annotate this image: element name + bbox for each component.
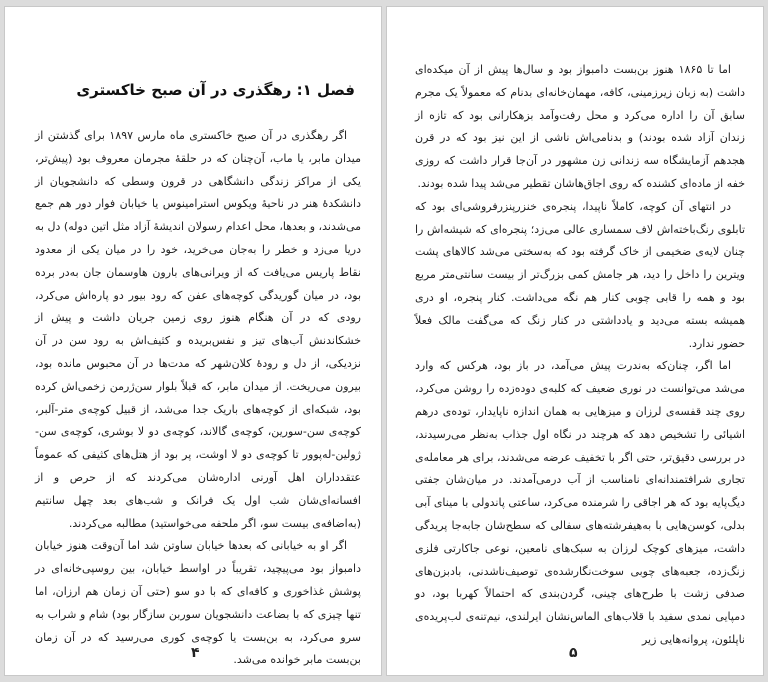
right-page-body (415, 59, 745, 652)
paragraph: اما تا ۱۸۶۵ هنوز بن‌بست دامبواز بود و سال‌ها پیش از آن میکده‌ای داشت (به زبان زیرزمینی، کافه، مهمان‌خانه‌ای بدنام که معمولاً یک مجرم سابق آن را اداره می‌کرد و محل رفت‌وآمد بزهکارانی بود که تازه از زندان آزاد شده بودند) و بدنامی‌اش ناشی از این نیز بود که در قرن هجدهم آزمایشگاه سه زندانی زن مشهور در آن‌جا قرار داشت که روزی خفه از ماده‌ای کشنده که روی اجاق‌هاشان تقطیر می‌شد پیدا شده بودند. (415, 63, 745, 190)
right-page (386, 6, 764, 676)
page-number: ۴ (191, 645, 200, 661)
left-page (4, 6, 382, 676)
chapter-title: فصل ۱: رهگذری در آن صبح خاکستری (76, 81, 355, 99)
paragraph: اگر رهگذری در آن صبح خاکستری ماه مارس ۱۸۹۷ برای گذشتن از میدان مابر، یا ماب، آن‌چنان که در حلقهٔ مجرمان معروف بود (پیش‌تر، یکی از مراکز زندگی دانشگاهی در قرون وسطی که دانشجویان از دانشکدهٔ هنر در ناحیهٔ ویکوس استرامینوس یا خیابان فوار دور هم جمع می‌شدند، و بعدها، محل اعدام رسولان اندیشهٔ آزاد مثل اتین دوله) دل به دریا می‌زد و خطر را به‌جان می‌خرید، خود را در میان یکی از معدود نقاط پاریس می‌یافت که از ویرانی‌های بارون هاوسمان جان به‌در برده بود، در میان گوریدگی کوچه‌های عفن که رود بیور دو پاره‌اش می‌کرد، رودی که در آن هنگام هنوز روی زمین جریان داشت و پیش از خشکاندنش آب‌های تیز و نفس‌بریده و کثیف‌اش به رود سن در آن نزدیکی، از دل و رودهٔ کلان‌شهر که مدت‌ها در آن محبوس مانده بود، بیرون می‌ریخت. از میدان مابر، که قبلاً بلوار سن‌ژرمن زخمی‌اش کرده بود، شبکه‌ای از کوچه‌های باریک جدا می‌شد، از قبیل کوچه‌ی متر-آلبر، کوچه‌ی سن-سورین، کوچه‌ی گالاند، کوچه‌ی دو لا بوشری، کوچه‌ی سن-ژولین-له‌پوور تا کوچه‌ی دو لا اوشت، پر بود از هتل‌های کثیفی که عموماً عتقدداران اهل آورنی اداره‌شان می‌کردند که از حرص و از افسانه‌ای‌شان شب اول یک فرانک و شب‌های بعد چهل سانتیم (به‌اضافه‌ی بیست سو، اگر ملحفه می‌خواستید) مطالبه می‌کردند. (35, 129, 361, 530)
left-page-body (35, 125, 361, 672)
paragraph: در انتهای آن کوچه، کاملاً ناپیدا، پنجره‌ی خنزرپنزرفروشی‌ای بود که تابلوی رنگ‌باخته‌اش لاف سمساری عالی می‌زد؛ پنجره‌ای که شیشه‌اش را چنان لایه‌ی ضخیمی از خاک گرفته بود که به‌سختی می‌شد کالاهای پشت ویترین را داخل را دید، هر جامش کمی بزرگ‌تر از بیست سانتی‌متر مربع بود و همه را قابی چوبی کنار هم نگه می‌داشت. کنار پنجره، او دری همیشه بسته می‌دید و یادداشتی در کنار زنگ که می‌گفت مالک فعلاً حضور ندارد. (415, 199, 745, 350)
paragraph: اگر او به خیابانی که بعدها خیابان ساوتن شد اما آن‌وقت هنوز خیابان دامبواز بود می‌پیچید، تقریباً در اواسط خیابان، بین روسپی‌خانه‌ای در پوشش غذاخوری و کافه‌ای که با دو سو (حتی آن زمان هم ارزان، اما تنها چیزی که با بضاعت دانشجویان سوربن سازگار بود) شام و شراب به سرو می‌کرد، به بن‌بست یا کوچه‌ی کوری می‌رسید که در آن زمان بن‌بست مابر خوانده می‌شد. (35, 539, 361, 667)
paragraph: اما اگر، چنان‌که به‌ندرت پیش می‌آمد، در باز بود، هرکس که وارد می‌شد می‌توانست در نوری ضعیف که کلبه‌ی دوده‌زده را روشن می‌کرد، روی چند قفسه‌ی لرزان و میزهایی به همان اندازه ناپایدار، توده‌ی درهم اشیائی را تشخیص دهد که هرچند در نگاه اول جذاب به‌نظر می‌رسیدند، در بررسی دقیق‌تر، حتی اگر با تخفیف عرضه می‌شدند، برای هر معامله‌ی تجاری شرافتمندانه‌ای نامناسب از آب درمی‌آمدند. در میان‌شان جفتی دیگ‌پایه بود که هر اجاقی را شرمنده می‌کرد، ساعتی پاندولی با مینای آبی بدلی، کوسن‌هایی با به‌هیفرشته‌های سفالی که سطح‌شان جابه‌جا پریدگی داشت، میزهای کوچک لرزان به سبک‌های نامعین، نوعی جاکارتی فلزی زنگ‌زده، جعبه‌های چوبی سوخت‌نگارشده‌ی توصیف‌ناشدنی، بادبزن‌های صدفی زشت با طرح‌های چینی، گردن‌بندی که احتمالاً کهربا بود، دو دمپایی نمدی سفید با قلاب‌های الماس‌نشان ایرلندی، نیم‌تنه‌ی لب‌پریده‌ی ناپلئون، پروانه‌هایی زیر (415, 359, 745, 646)
page-number: ۵ (569, 645, 578, 661)
